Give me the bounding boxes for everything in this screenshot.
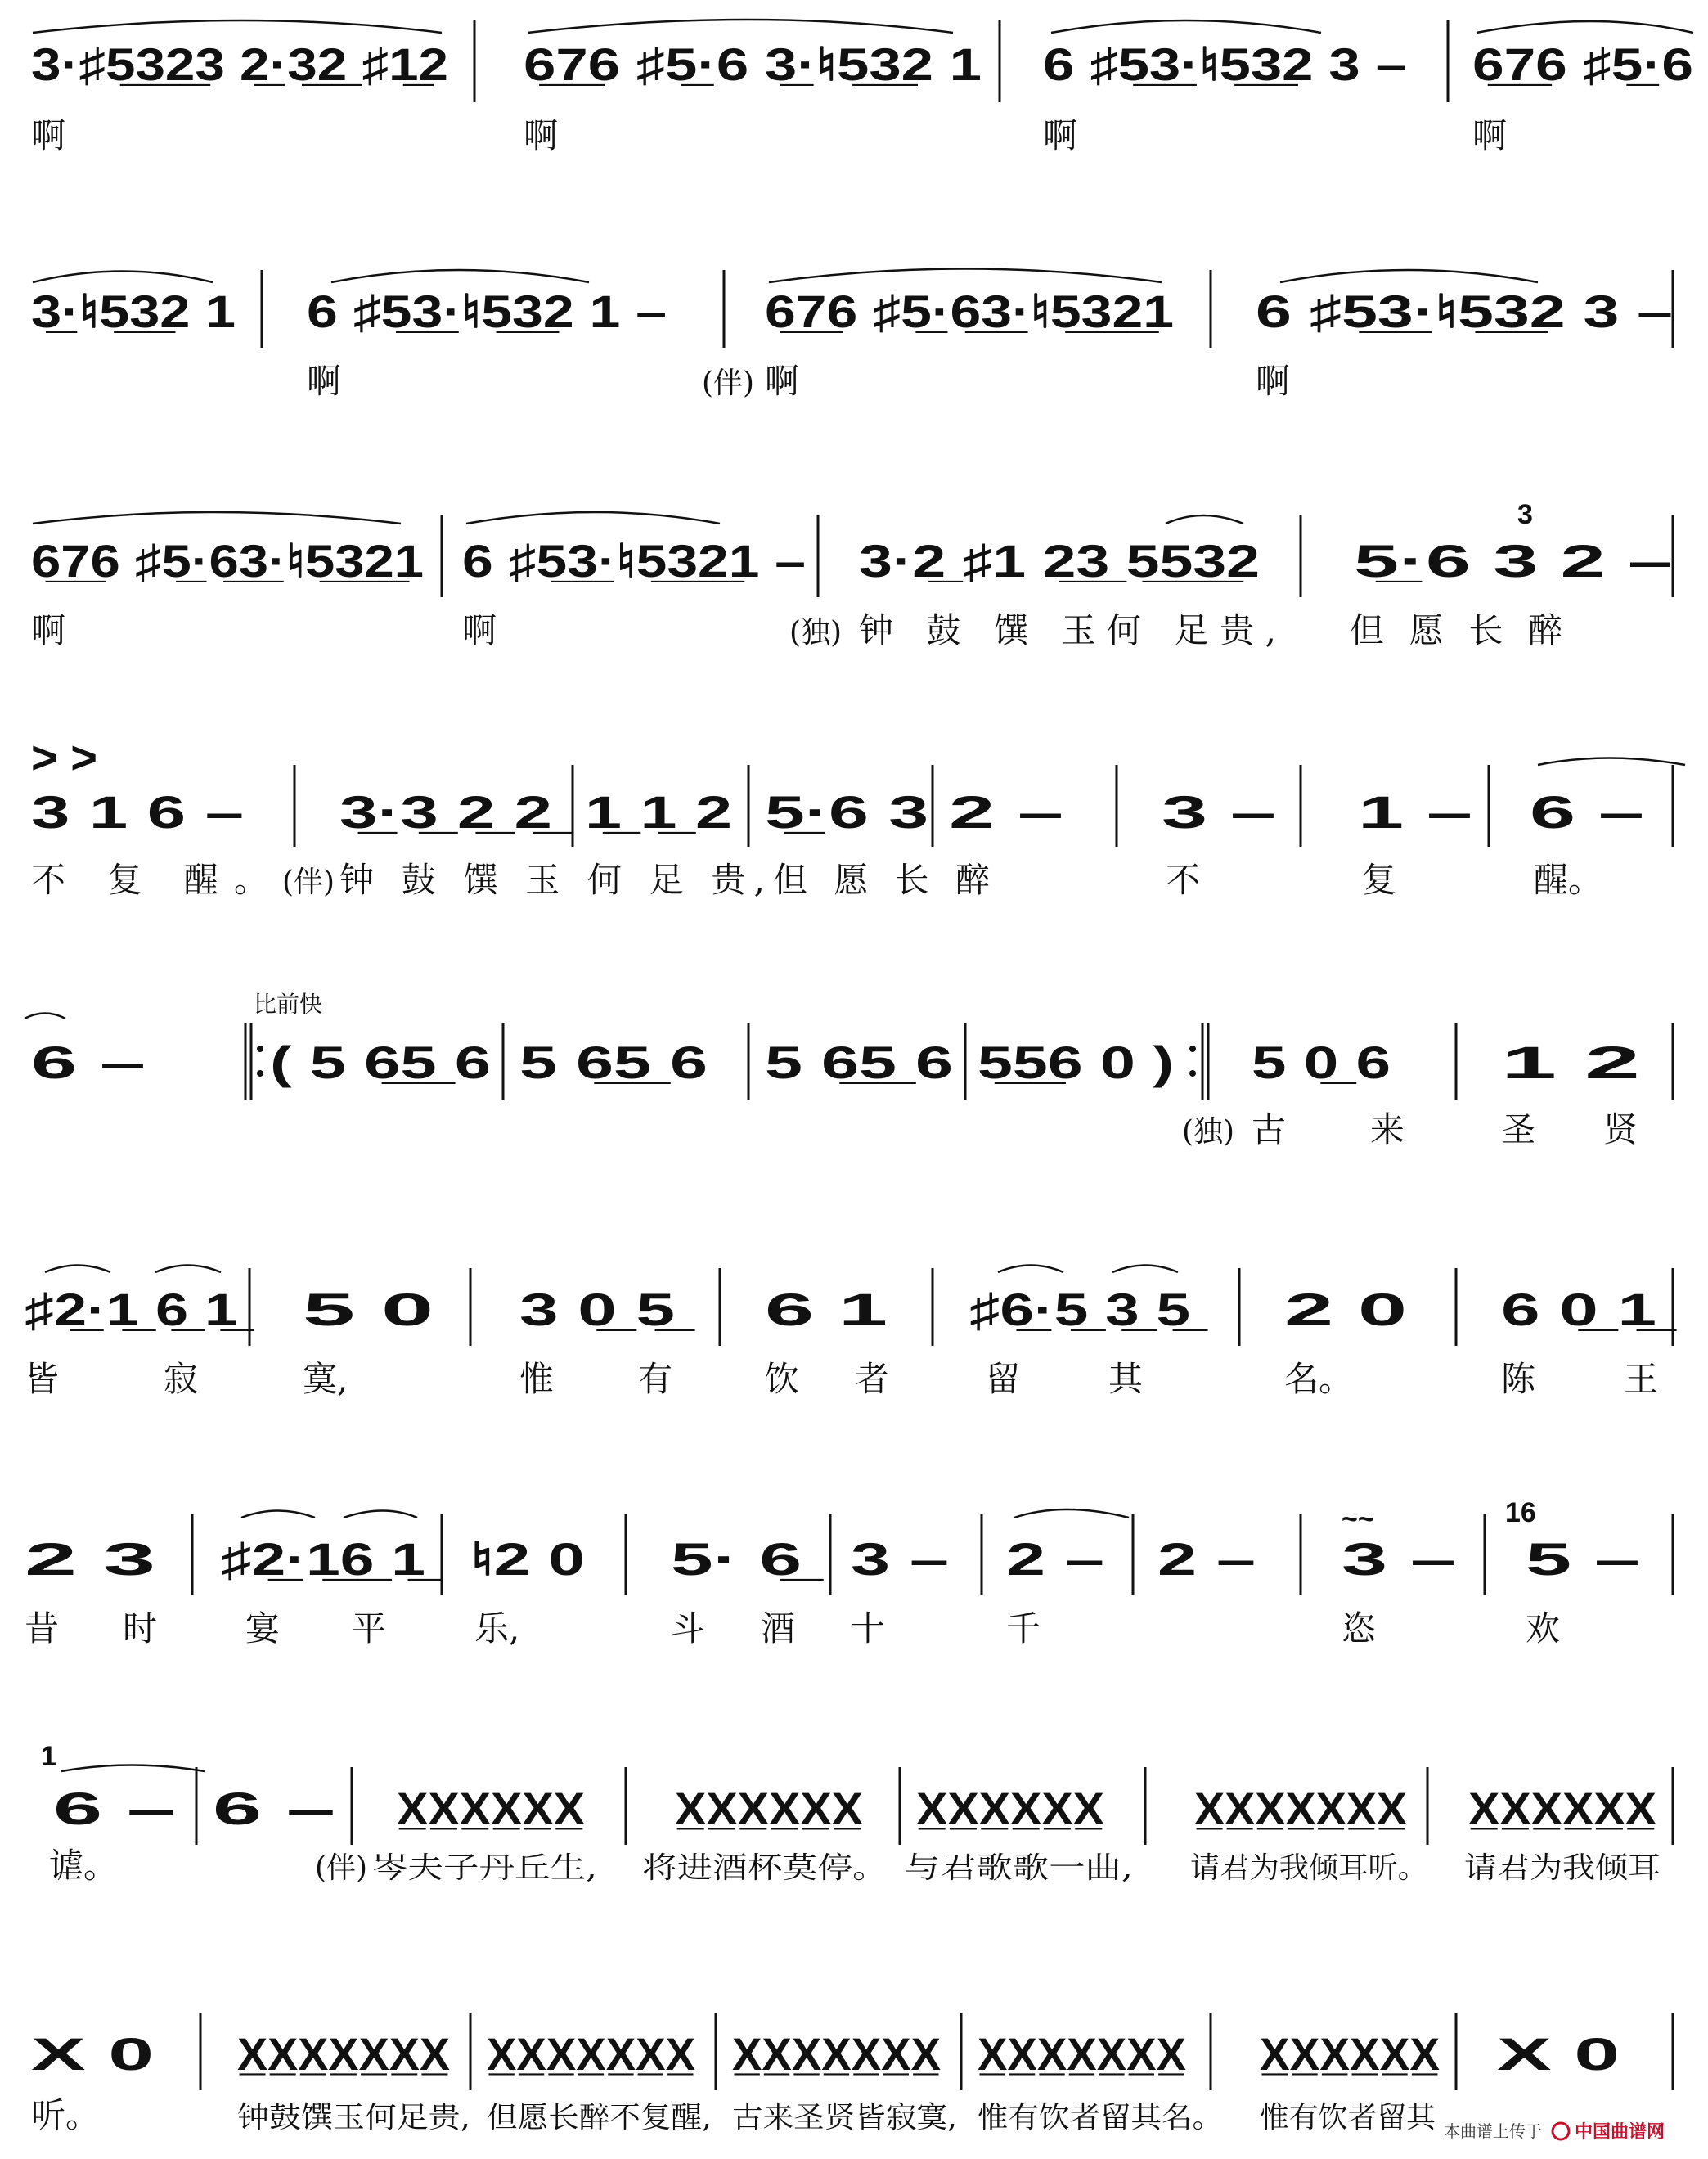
lyric-system-5-2: 古 [1252,1109,1287,1149]
lyric-system-8-3: 岑夫子丹丘生, [372,1851,597,1885]
grace-16: 16 [1505,1497,1536,1528]
system-3 [31,499,1673,650]
lyric-system-7-6: 斗 [671,1608,706,1648]
notes-system-2a: 3̲·♮5̲3̲2 1 [31,286,236,337]
notes-system-7h: 3 – [1342,1533,1456,1585]
lyric-system-7-7: 酒 [761,1608,796,1648]
lyric-system-5-5: 贤 [1603,1109,1638,1149]
lyric-system-7-11: 欢 [1526,1608,1561,1648]
lyric-system-4-3: 钟 鼓 馔 玉 何 足 贵, [339,860,765,900]
notes-system-2c: 6̲7̲6 ♯5̲·6̲3̲·♮5̲3̲2̲1 [765,286,1174,337]
system-6 [25,1266,1678,1400]
lyric-system-1-3: 啊 [1043,115,1078,155]
notes-system-4h: 6 – [1530,786,1644,838]
notes-system-4f: 3 – [1162,786,1276,838]
lyric-system-6-7: 者 [855,1359,890,1399]
lyric-system-8-2: (伴) [315,1851,368,1885]
lyric-system-8-4: 将进酒杯莫停。 [642,1851,888,1885]
notes-system-8e: X̲X̲X̲X̲X̲X̲ [916,1783,1104,1834]
lyric-system-9-3: 但愿长醉不复醒, [487,2101,712,2134]
notes-system-6a: ♯2̲·1̲ 6̲ 1̲ [25,1284,255,1335]
notes-system-3a: 6̲7̲6 ♯5̲·6̲3̲·♮5̲3̲2̲1 [31,535,424,587]
notes-system-7i: 5 – [1526,1533,1640,1585]
notes-system-3c: 3·2̲ ♯1 2̲3̲ 5̲5̲3̲2 [859,535,1260,587]
lyric-system-4-1: 不 复 醒。 [31,860,268,900]
lyric-system-6-1: 皆 [25,1359,60,1399]
notes-system-9f: X̲X̲X̲X̲X̲X̲ [1260,2028,1440,2080]
notes-system-4c: 1̲ 1̲ 2 [585,786,732,838]
notes-system-4a: 3 1 6 – [31,786,244,838]
notes-system-1c: 6 ♯5̲3̲·♮5̲3̲2 3 – [1043,38,1407,90]
notes-system-1: 3·♯5̲3̲2̲3 2̲·3̲2̲ ♯1̲2 [31,38,448,90]
notes-system-8a: 6 – [53,1783,176,1834]
lyric-system-4-7: 醒。 [1534,860,1603,900]
notes-system-7e: 3 – [851,1533,949,1585]
lyric-system-2-1: 啊 [307,361,342,401]
footer-brand[interactable]: 中国曲谱网 [1575,2122,1665,2143]
lyric-system-2-2: (伴) [702,367,755,400]
lyric-system-4-4: 但 愿 长 醉 [773,860,990,900]
lyric-system-9-4: 古来圣贤皆寂寞, [732,2101,957,2134]
notes-system-6f: 2 0 [1284,1284,1407,1335]
notes-system-8f: X̲X̲X̲X̲X̲X̲X̲ [1194,1783,1407,1834]
lyric-system-2-4: 啊 [1256,361,1291,401]
grace-3: 3 [1517,499,1533,530]
brand-logo-icon [1553,2123,1569,2139]
notes-system-5e: 5̲5̲6 0 ) [978,1037,1174,1088]
lyric-system-9-6: 惟有饮者留其 [1260,2101,1437,2134]
notes-system-5g: 1 2 [1501,1037,1640,1088]
notes-system-9a: X 0 [31,2028,154,2080]
system-8 [41,1741,1673,1886]
lyric-system-1-4: 啊 [1472,115,1508,155]
system-7 [25,1497,1673,1648]
lyric-system-8-1: 谑。 [49,1846,119,1886]
grace-1: 1 [41,1741,56,1772]
notes-system-9c: X̲X̲X̲X̲X̲X̲X̲ [487,2028,695,2080]
notes-system-1b: 6̲7̲6 ♯5̲·6 3̲·♮5̲3̲2 1 [524,38,982,90]
lyric-system-5-4: 圣 [1501,1109,1536,1149]
notes-system-6c: 3 0̲ 5̲ [519,1284,696,1335]
system-1 [31,20,1693,155]
notes-system-1d: 6̲7̲6 ♯5̲·6 [1472,38,1693,90]
lyric-system-9-2: 钟鼓馔玉何足贵, [237,2101,470,2134]
lyric-system-6-2: 寂 [164,1359,199,1399]
notes-system-6g: 6 0̲ 1̲ [1501,1284,1678,1335]
notes-system-4d: 5̲·6 3 [765,786,928,838]
lyric-system-4-6: 复 [1362,860,1397,900]
system-2 [31,269,1673,402]
notes-system-8d: X̲X̲X̲X̲X̲X̲ [675,1783,863,1834]
lyric-system-6-11: 陈 [1501,1359,1536,1399]
lyric-system-3-5: 但 愿 长 醉 [1350,610,1562,650]
lyric-system-3-1: 啊 [31,610,66,650]
tempo-mark: 比前快 [254,991,323,1018]
lyric-system-9-1: 听。 [31,2095,101,2135]
lyric-system-6-4: 惟 [519,1359,555,1399]
lyric-system-2-3: 啊 [765,361,800,401]
system-5 [25,991,1673,1149]
notes-system-7d: 5· 6̲ [671,1533,825,1585]
notes-system-5a: 6 – [31,1037,146,1088]
notes-system-4e: 2 – [949,786,1063,838]
notes-system-6e: ♯6̲·5̲ 3̲ 5̲ [969,1284,1209,1335]
lyric-system-3-2: 啊 [462,610,497,650]
lyric-system-8-5: 与君歌歌一曲, [904,1851,1133,1885]
system-4 [31,731,1685,900]
lyric-system-6-3: 寞, [303,1359,348,1399]
lyric-system-6-5: 有 [638,1359,673,1399]
notes-system-7c: ♮2 0 [470,1533,585,1585]
trill-mark: ~~ [1342,1504,1374,1535]
notes-system-7g: 2 – [1157,1533,1256,1585]
notes-system-3b: 6 ♯5̲3̲·♮5̲3̲2̲1 – [462,535,806,587]
lyric-system-9-5: 惟有饮者留其名。 [978,2101,1223,2134]
notes-system-4b: 3̲·3̲ 2̲ 2̲ [339,786,573,838]
notes-system-6d: 6 1 [765,1284,888,1335]
notes-system-5b: ( 5 6̲5̲ 6 [270,1037,491,1088]
notes-system-3d: 5̲·6 3 2 – [1354,535,1673,587]
lyric-system-6-6: 饮 [765,1359,800,1399]
footer [1444,2121,1665,2143]
lyric-system-6-9: 其 [1108,1359,1144,1399]
lyric-system-8-7: 请君为我倾耳 [1464,1851,1661,1885]
lyric-system-7-3: 宴 [245,1608,281,1648]
notes-system-7f: 2 – [1006,1533,1104,1585]
lyric-system-5-3: 来 [1370,1109,1405,1149]
lyric-system-7-4: 平 [352,1608,387,1648]
notes-system-8b: 6 – [213,1783,335,1834]
notes-system-9b: X̲X̲X̲X̲X̲X̲X̲ [237,2028,450,2080]
notes-system-5f: 5 0̲ 6 [1252,1037,1391,1088]
lyric-system-3-3: (独) [789,616,843,650]
notes-system-9e: X̲X̲X̲X̲X̲X̲X̲ [978,2028,1186,2080]
lyric-system-6-8: 留 [986,1359,1021,1399]
lyric-system-7-5: 乐, [474,1608,520,1648]
notes-system-4g: 1 – [1358,786,1472,838]
lyric-system-8-6: 请君为我倾耳听。 [1190,1851,1427,1885]
lyric-system-7-8: 十 [851,1608,886,1648]
notes-system-6b: 5 0 [303,1284,434,1335]
lyric-system-1-2: 啊 [524,115,559,155]
notes-system-7b: ♯2̲·1̲6̲ 1̲ [221,1533,444,1585]
notes-system-9g: X 0 [1497,2028,1620,2080]
lyric-system-7-10: 恣 [1342,1608,1377,1648]
lyric-system-6-10: 名。 [1284,1359,1354,1399]
accent-marks: > > [31,731,97,783]
lyric-system-7-1: 昔 [25,1608,60,1648]
lyric-system-7-9: 千 [1006,1608,1041,1648]
notes-system-2d: 6 ♯5̲3̲·♮5̲3̲2 3 – [1256,286,1673,337]
lyric-system-7-2: 时 [123,1608,158,1648]
notes-system-7a: 2 3 [25,1533,155,1585]
system-9 [31,2013,1673,2135]
lyric-system-3-4: 钟 鼓 馔 玉何 足贵, [859,610,1276,650]
notes-system-9d: X̲X̲X̲X̲X̲X̲X̲ [732,2028,941,2080]
lyric-system-1-1: 啊 [31,115,66,155]
lyric-system-5-1: (独) [1182,1115,1235,1149]
lyric-system-6-12: 王 [1624,1359,1659,1399]
notes-system-8c: X̲X̲X̲X̲X̲X̲ [397,1783,585,1834]
lyric-system-4-2: (伴) [282,866,335,899]
lyric-system-4-5: 不 [1166,860,1201,900]
notes-system-5c: 5 6̲5̲ 6 [519,1037,708,1088]
notes-system-5d: 5 6̲5̲ 6 [765,1037,953,1088]
footer-uploaded-text: 本曲谱上传于 [1444,2121,1542,2141]
notes-system-2b: 6 ♯5̲3̲·♮5̲3̲2 1 – [307,286,667,337]
notes-system-8g: X̲X̲X̲X̲X̲X̲ [1468,1783,1656,1834]
